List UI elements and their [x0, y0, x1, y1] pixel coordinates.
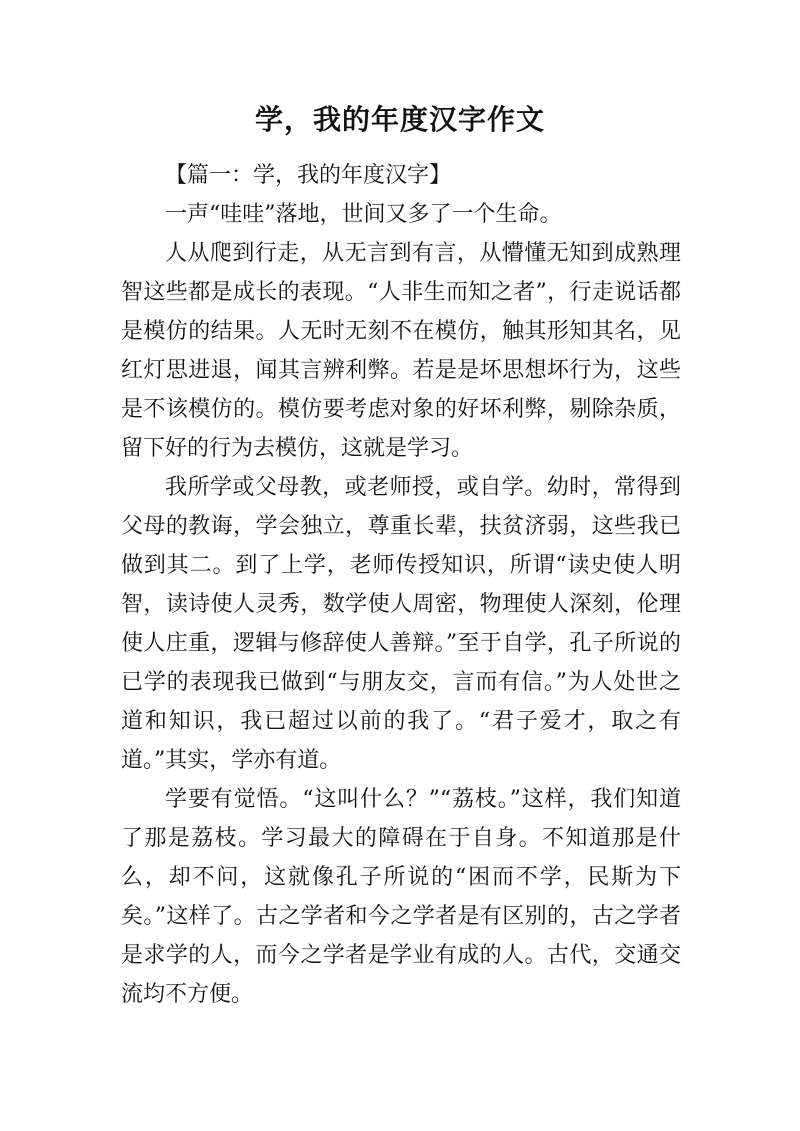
section-heading: 【篇一：学，我的年度汉字】 [165, 163, 452, 188]
paragraph-1: 一声“哇哇”落地，世间又多了一个生命。 [165, 202, 562, 227]
paragraph-3: 我所学或父母教，或老师授，或自学。幼时，常得到父母的教诲，学会独立，尊重长辈，扶贫济弱，这些我已做到其二。到了上学，老师传授知识，所谓“读史使人明智，读诗使人灵秀，数学使人周密，物理使人深刻，伦理使人庄重，逻辑与修辞使人善辩。”至于自学，孔子所说的已学的表现我已做到“与朋友交，言而有信。”为人处世之道和知识，我已超过以前的我了。“君子爱才，取之有道。”其实，学亦有道。 [121, 475, 681, 773]
document-title: 学，我的年度汉字作文 [254, 103, 545, 136]
paragraph-2: 人从爬到行走，从无言到有言，从懵懂无知到成熟理智这些都是成长的表现。“人非生而知之者”，行走说话都是模仿的结果。人无时无刻不在模仿，触其形知其名，见红灯思进退，闻其言辨利弊。若是是坏思想坏行为，这些是不该模仿的。模仿要考虑对象的好坏利弊，剔除杂质，留下好的行为去模仿，这就是学习。 [121, 241, 681, 461]
document-body [121, 156, 681, 1014]
paragraph-4: 学要有觉悟。“这叫什么？”“荔枝。”这样，我们知道了那是荔枝。学习最大的障碍在于自身。不知道那是什么，却不问，这就像孔子所说的“困而不学，民斯为下矣。”这样了。古之学者和今之学者是有区别的，古之学者是求学的人，而今之学者是学业有成的人。古代，交通交流均不方便。 [121, 787, 681, 1007]
